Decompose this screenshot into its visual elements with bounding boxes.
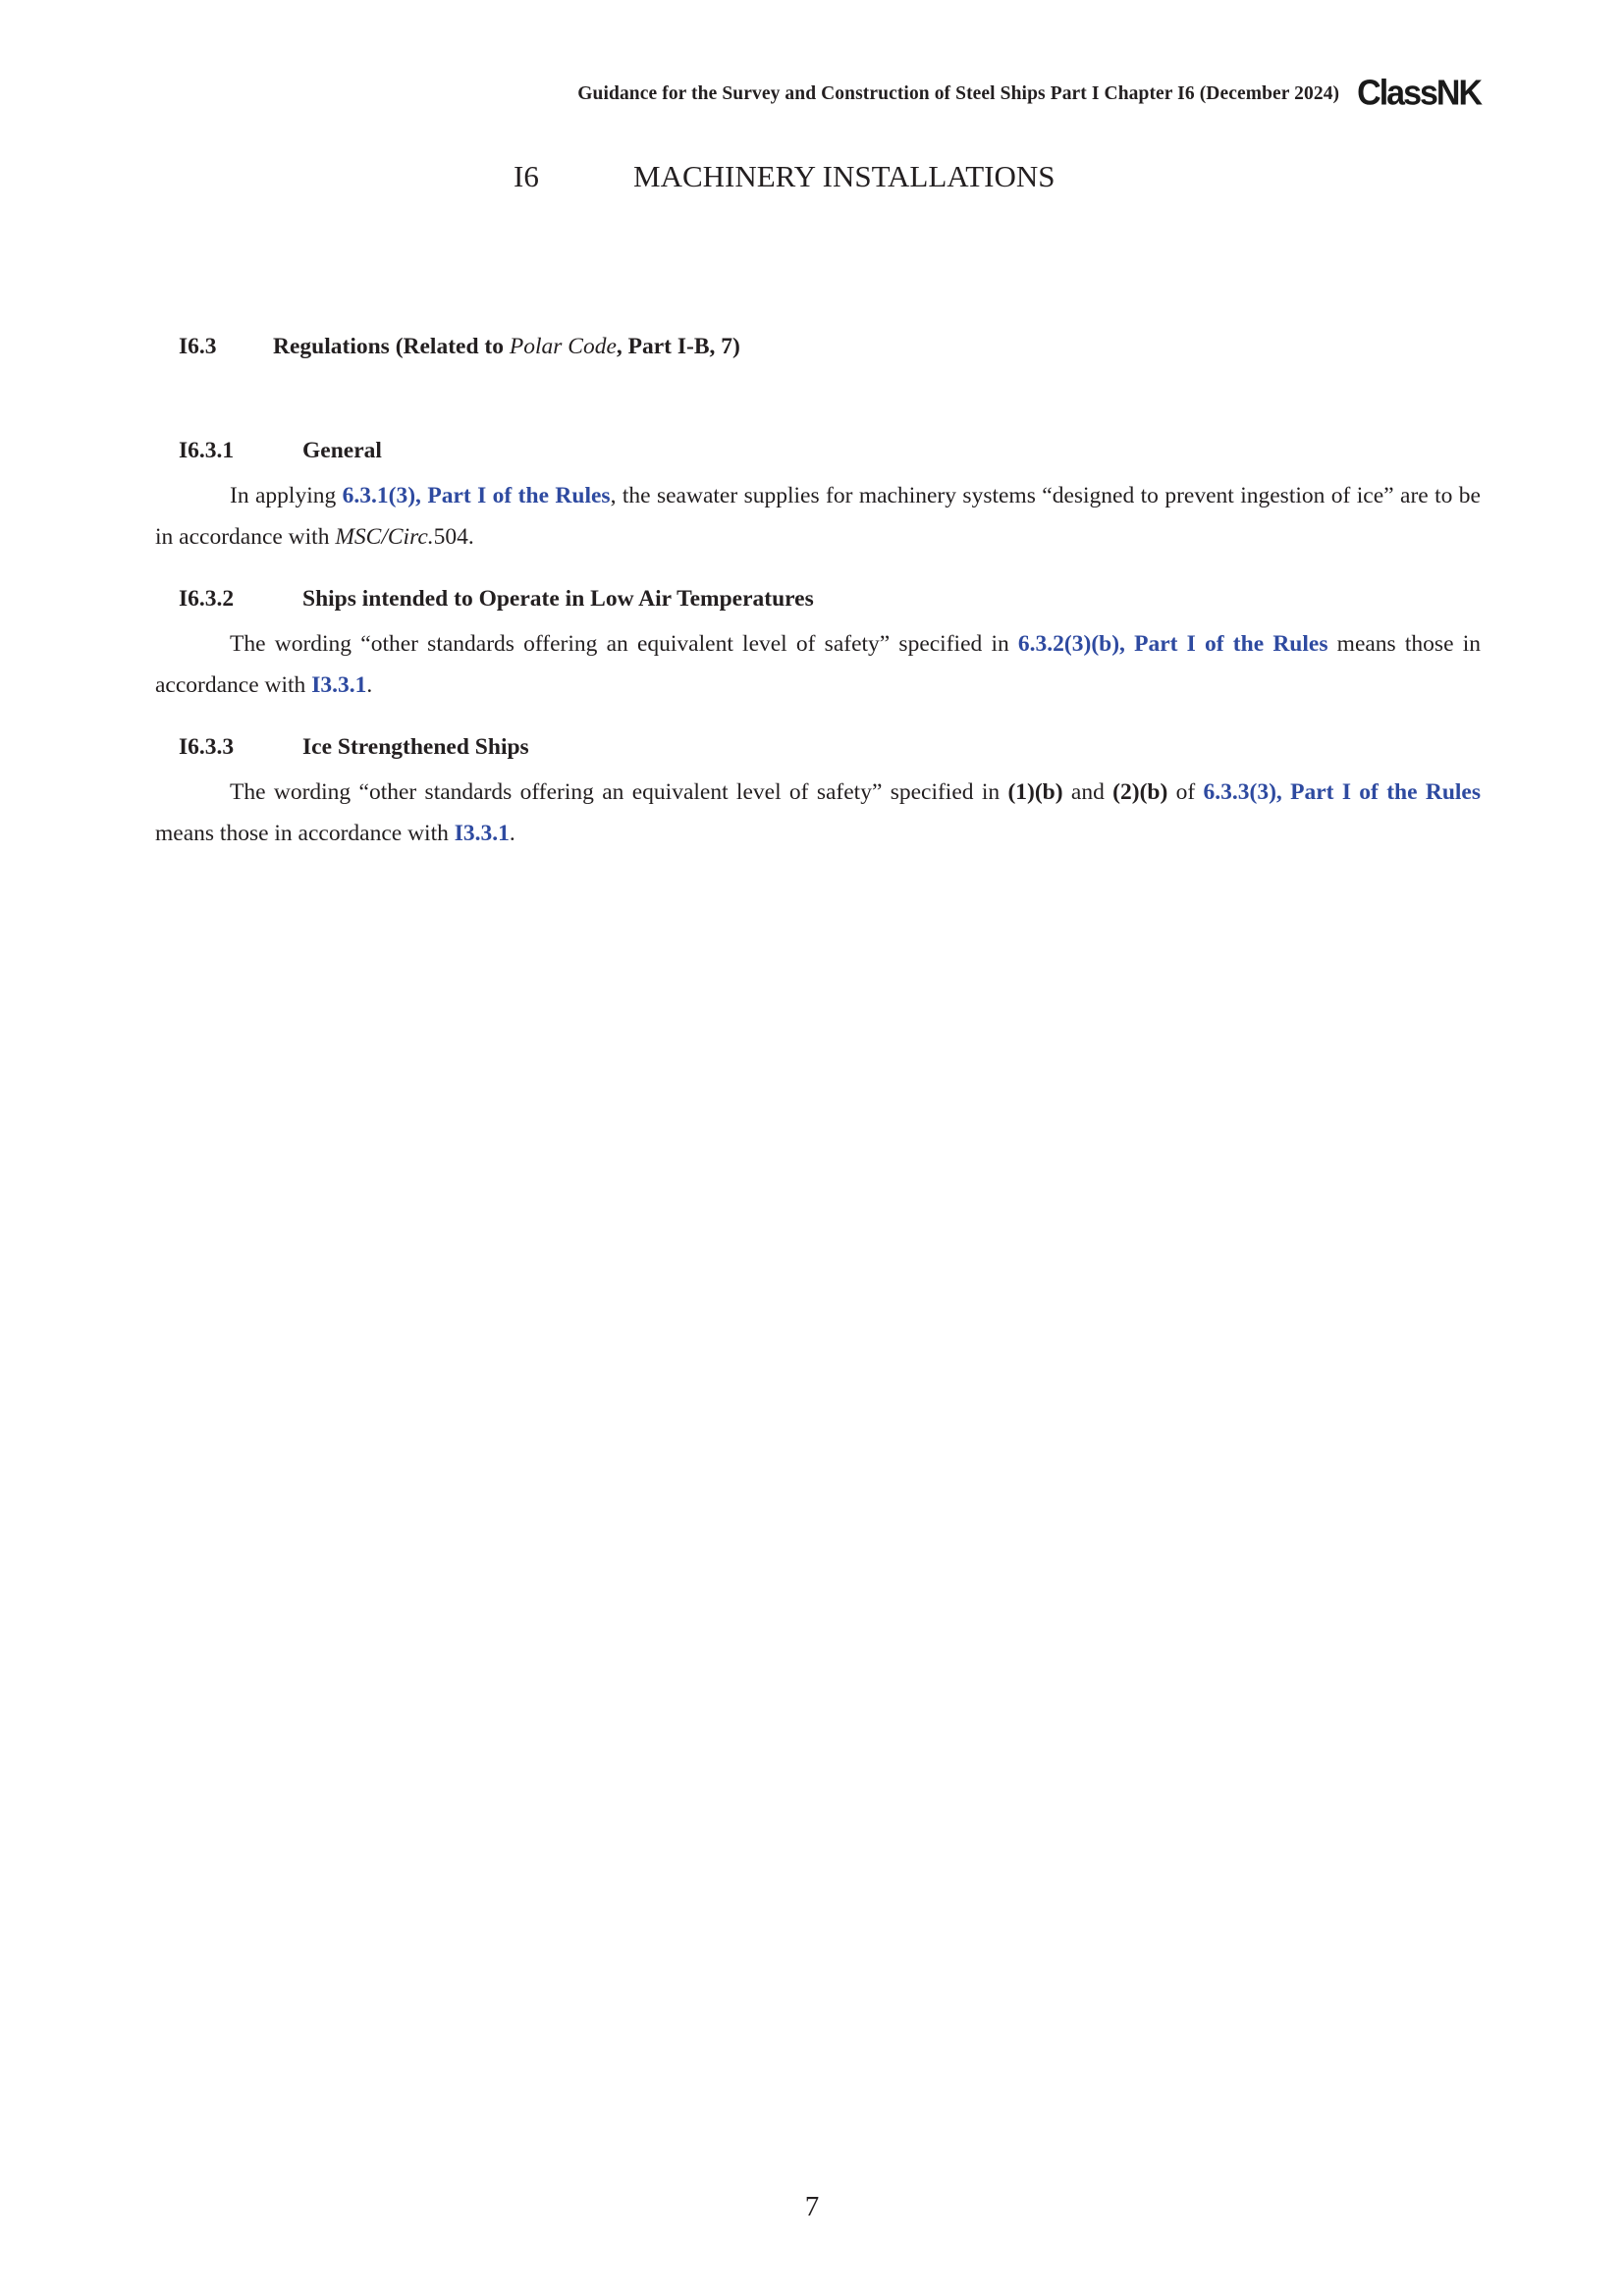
- subsection-title: Ice Strengthened Ships: [302, 734, 529, 760]
- page-number: 7: [804, 2191, 820, 2222]
- chapter-number: I6: [514, 159, 539, 193]
- guidance-link[interactable]: I3.3.1: [454, 821, 510, 846]
- rule-link[interactable]: 6.3.2(3)(b), Part I of the Rules: [1017, 631, 1328, 657]
- chapter-title: [514, 159, 1056, 194]
- subsection-paragraph-1: In applying 6.3.1(3), Part I of the Rules, the seawater supplies for machinery systems “designed to prevent ingestion of ice” are to be in accordance with MSC/Circ.504.: [155, 483, 1481, 550]
- chapter-name: MACHINERY INSTALLATIONS: [633, 159, 1056, 193]
- subsection-number: I6.3.1: [179, 438, 235, 463]
- guidance-link[interactable]: I3.3.1: [311, 672, 367, 698]
- section-number: I6.3: [179, 334, 217, 359]
- subsection-title: Ships intended to Operate in Low Air Temperatures: [302, 586, 814, 612]
- running-title: Guidance for the Survey and Construction of Steel Ships Part I Chapter I6 (December 2024): [577, 82, 1340, 104]
- classnk-logo: ClassNK: [1357, 74, 1481, 113]
- subsection-number: I6.3.3: [179, 734, 235, 760]
- subsection-heading-2: [179, 586, 814, 613]
- subsection-number: I6.3.2: [179, 586, 235, 612]
- rule-link[interactable]: 6.3.3(3), Part I of the Rules: [1203, 779, 1481, 805]
- subsection-paragraph-2: The wording “other standards offering an equivalent level of safety” specified in 6.3.2(3)(b), Part I of the Rules means those in accordance with I3.3.1.: [155, 631, 1481, 698]
- running-header: [0, 75, 1481, 113]
- subsection-paragraph-3: The wording “other standards offering an equivalent level of safety” specified in (1)(b) and (2)(b) of 6.3.3(3), Part I of the Rules means those in accordance with I3.3.1.: [155, 779, 1481, 846]
- rule-link[interactable]: 6.3.1(3), Part I of the Rules: [342, 483, 611, 508]
- section-title: Regulations (Related to Polar Code, Part I-B, 7): [273, 334, 740, 359]
- subsection-heading-1: [179, 438, 382, 464]
- section-heading: [179, 334, 740, 360]
- subsection-heading-3: [179, 734, 529, 761]
- subsection-title: General: [302, 438, 382, 463]
